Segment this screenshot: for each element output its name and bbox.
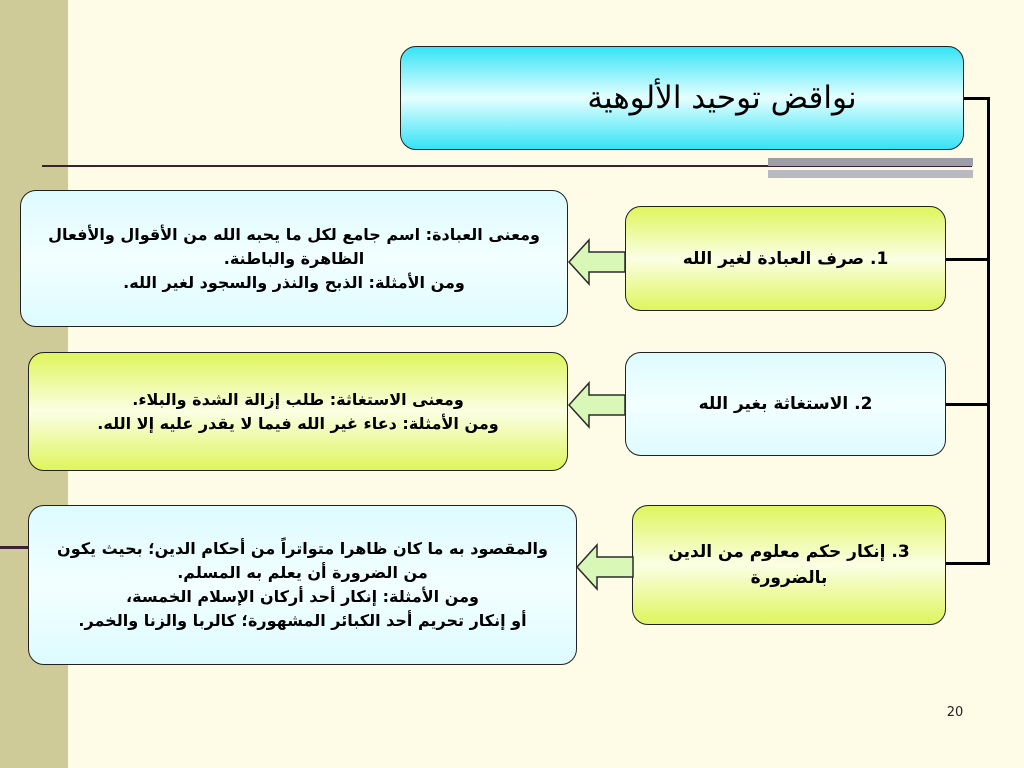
item-number-3: 3. [891,542,910,562]
item-box-3 [632,505,946,625]
description-1-line-3: ومن الأمثلة: الذبح والنذر والسجود لغير الله. [123,272,465,292]
left-accent-line [0,546,30,549]
page-title: نواقض توحيد الألوهية [587,80,857,116]
item-number-2: 2. [854,394,873,414]
description-box-1 [20,190,568,327]
connector-item-1 [946,258,990,261]
left-arrow-icon-3 [575,543,635,591]
item-box-1 [625,206,946,311]
item-label-2: الاستغاثة بغير الله [698,394,849,414]
description-2-line-2: ومن الأمثلة: دعاء غير الله فيما لا يقدر عليه إلا الله. [97,413,499,433]
item-label-3-line-1: إنكار حكم معلوم من الدين [668,542,886,562]
header-divider-band [768,158,973,166]
description-box-3 [28,505,577,665]
description-2-line-1: ومعنى الاستغاثة: طلب إزالة الشدة والبلاء. [132,389,464,409]
description-1-line-1: ومعنى العبادة: اسم جامع لكل ما يحبه الله من الأقوال والأفعال [48,224,540,244]
description-3-line-4: أو إنكار تحريم أحد الكبائر المشهورة؛ كالربا والزنا والخمر. [78,611,527,630]
item-number-1: 1. [869,248,889,269]
description-3-line-3: ومن الأمثلة: إنكار أحد أركان الإسلام الخمسة، [126,587,479,606]
item-label-3-line-2: بالضرورة [750,568,828,588]
connector-item-3 [946,562,990,565]
connector-item-2 [946,403,990,406]
item-box-2 [625,352,946,456]
left-arrow-icon-1 [567,238,627,286]
header-divider-band-lower [768,170,973,178]
description-box-2 [28,352,568,471]
left-arrow-icon-2 [567,381,627,429]
connector-vertical [987,97,990,565]
title-box [400,46,964,150]
description-3-line-2: من الضرورة أن يعلم به المسلم. [177,563,428,582]
page-number: 20 [946,705,964,720]
description-3-line-1: والمقصود به ما كان ظاهرا متواتراً من أحكام الدين؛ بحيث يكون [57,539,548,558]
description-1-line-2: الظاهرة والباطنة. [223,248,365,268]
item-label-1: صرف العبادة لغير الله [682,248,865,269]
